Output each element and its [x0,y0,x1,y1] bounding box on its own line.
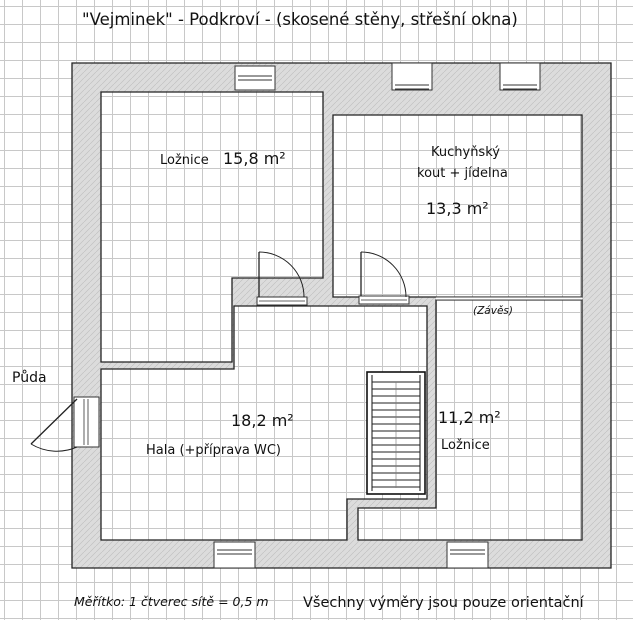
staircase [367,372,425,494]
disclaimer-note: Všechny výměry jsou pouze orientační [303,595,584,611]
door-attic [31,397,99,451]
curtain-label: (Závěs) [473,305,513,317]
plan-title: "Vejminek" - Podkroví - (skosené stěny, střešní okna) [82,10,518,29]
door-kitchen [359,252,409,304]
scale-note: Měřítko: 1 čtverec sítě = 0,5 m [74,594,269,609]
wall-mass [72,63,611,568]
room-area-bedroom-nw: 15,8 m² [223,149,286,168]
room-name-hall: Hala (+příprava WC) [146,443,281,458]
room-name-bedroom-se: Ložnice [441,438,490,453]
attic-label: Půda [12,370,47,386]
room-name-bedroom-nw: Ložnice [160,153,209,168]
curtain-opening [436,297,582,300]
room-name-kitchen-line2: kout + jídelna [417,166,508,181]
window-top-middle [392,63,432,90]
room-area-kitchen: 13,3 m² [426,199,489,218]
window-top-right [500,63,540,90]
room-area-hall: 18,2 m² [231,411,294,430]
window-top-left [235,66,275,90]
room-area-bedroom-se: 11,2 m² [438,408,501,427]
room-name-kitchen-line1: Kuchyňský [431,145,500,160]
window-bottom-left [214,542,255,568]
window-bottom-right [447,542,488,568]
